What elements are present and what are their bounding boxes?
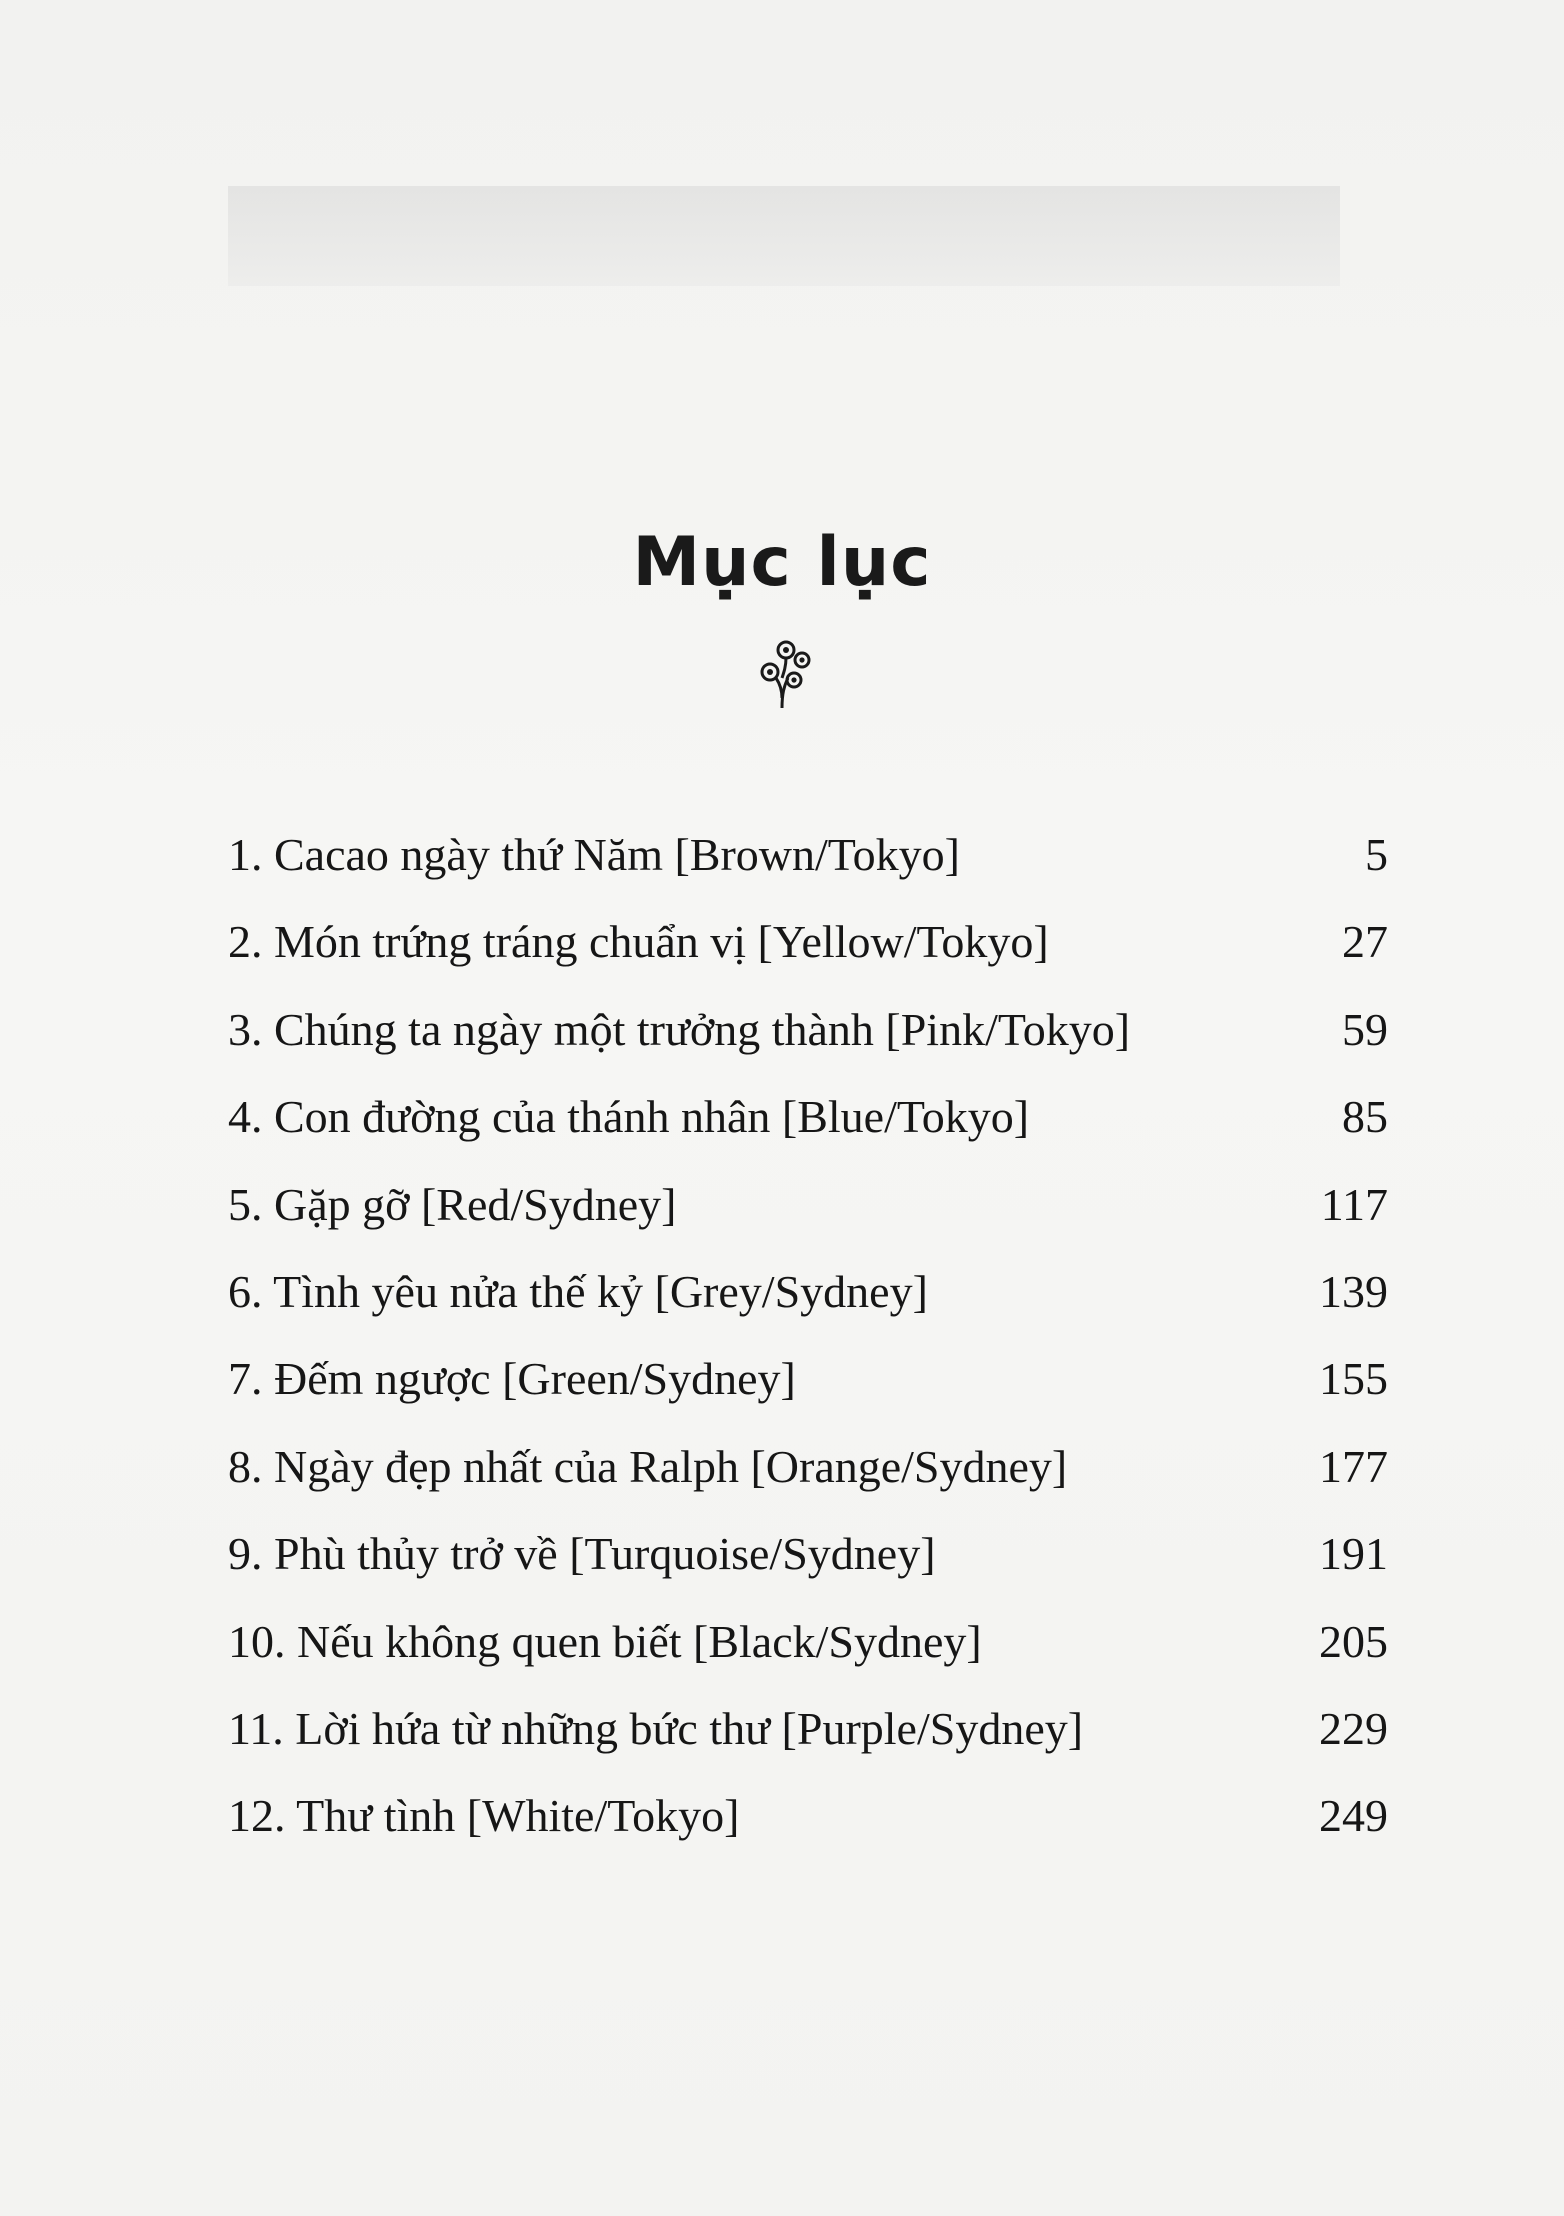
table-of-contents <box>228 818 1388 1867</box>
toc-entry <box>228 1255 1388 1342</box>
toc-entry <box>228 1430 1388 1517</box>
toc-page-number: 177 <box>1319 1440 1388 1492</box>
toc-page-number: 59 <box>1342 1003 1388 1055</box>
toc-number: 9. <box>228 1528 263 1580</box>
toc-entry <box>228 1342 1388 1429</box>
toc-number: 4. <box>228 1091 263 1143</box>
toc-page-number: 155 <box>1319 1353 1388 1405</box>
toc-title: Gặp gỡ [Red/Sydney] <box>274 1178 677 1230</box>
toc-page-number: 191 <box>1319 1528 1388 1580</box>
toc-page-number: 229 <box>1319 1702 1388 1754</box>
toc-page-number: 139 <box>1319 1265 1388 1317</box>
toc-entry <box>228 1692 1388 1779</box>
toc-page-number: 85 <box>1342 1091 1388 1143</box>
toc-title: Phù thủy trở về [Turquoise/Sydney] <box>274 1528 936 1580</box>
toc-page-number: 117 <box>1320 1178 1388 1230</box>
floral-ornament-icon <box>746 632 818 712</box>
toc-number: 6. <box>228 1265 263 1317</box>
toc-entry <box>228 1517 1388 1604</box>
toc-title: Cacao ngày thứ Năm [Brown/Tokyo] <box>274 829 961 880</box>
toc-entry <box>228 1080 1388 1167</box>
toc-number: 5. <box>228 1178 263 1230</box>
toc-entry <box>228 1168 1388 1255</box>
toc-entry <box>228 818 1388 905</box>
toc-entry <box>228 1605 1388 1692</box>
toc-title: Thư tình [White/Tokyo] <box>296 1790 740 1842</box>
toc-page-number: 5 <box>1365 829 1388 880</box>
toc-page-number: 27 <box>1342 916 1388 968</box>
toc-title: Nếu không quen biết [Black/Sydney] <box>297 1615 982 1667</box>
toc-number: 10. <box>228 1615 286 1667</box>
page-title: Mục lục <box>632 523 932 602</box>
toc-page-number: 249 <box>1319 1790 1388 1842</box>
toc-title: Lời hứa từ những bức thư [Purple/Sydney] <box>295 1702 1084 1754</box>
toc-number: 7. <box>228 1353 263 1405</box>
toc-title: Con đường của thánh nhân [Blue/Tokyo] <box>274 1091 1030 1143</box>
bleed-through-band <box>228 186 1340 286</box>
toc-number: 8. <box>228 1440 263 1492</box>
toc-title: Chúng ta ngày một trưởng thành [Pink/Tokyo] <box>274 1003 1131 1055</box>
toc-entry <box>228 993 1388 1080</box>
toc-number: 1. <box>228 829 263 880</box>
toc-title: Đếm ngược [Green/Sydney] <box>274 1353 796 1405</box>
toc-number: 12. <box>228 1790 286 1842</box>
toc-title: Món trứng tráng chuẩn vị [Yellow/Tokyo] <box>274 916 1049 968</box>
toc-entry <box>228 905 1388 992</box>
toc-title: Tình yêu nửa thế kỷ [Grey/Sydney] <box>273 1265 928 1317</box>
toc-entry <box>228 1779 1388 1866</box>
toc-number: 3. <box>228 1003 263 1055</box>
toc-title: Ngày đẹp nhất của Ralph [Orange/Sydney] <box>274 1440 1068 1492</box>
toc-page-number: 205 <box>1319 1615 1388 1667</box>
toc-number: 2. <box>228 916 263 968</box>
toc-number: 11. <box>228 1702 284 1754</box>
